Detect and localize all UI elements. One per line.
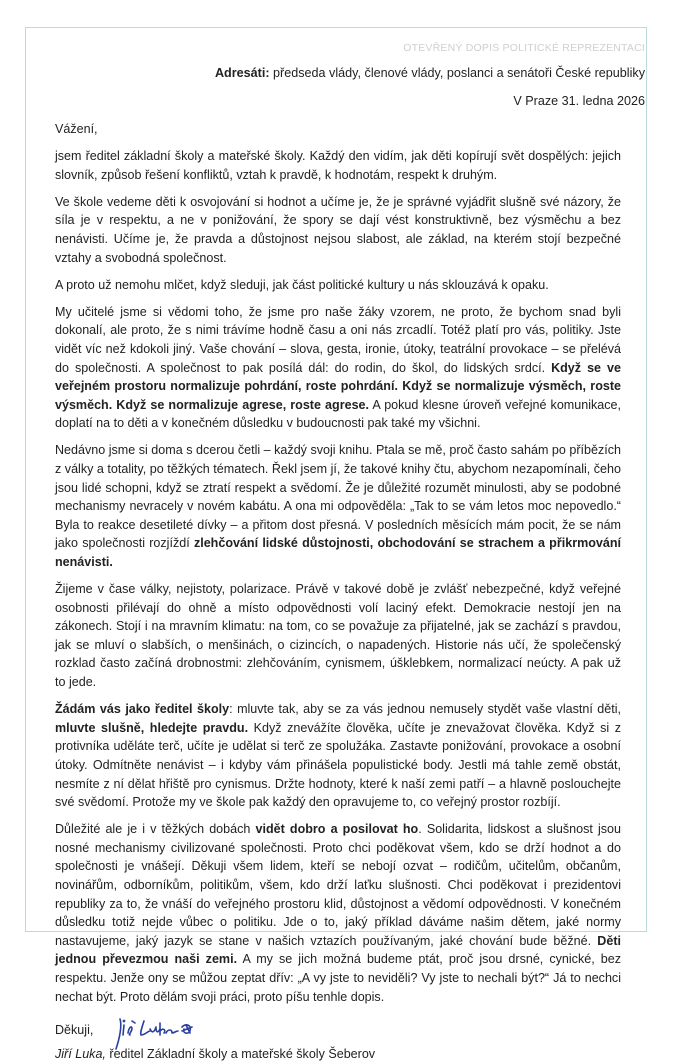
- paragraph-4-text: My učitelé jsme si vědomi toho, že jsme pro naše žáky vzorem, ne proto, že bychom snad byli dokonalí, ale proto, že s nimi trávíme hodně času a oni nás zrcadlí. Totéž platí pro vás, politiky. Jste vidět víc než kdokoli jiný. Vaše chování – slova, gesta, ironie, útoky, teatrální provokace – se přelévá do společnosti. A společnost to pak posílá dál: do rodin, do škol, do lidských srdcí.: [55, 304, 621, 375]
- paragraph-7-text: : mluvte tak, aby se za vás jednou nemusely stydět vaše vlastní děti,: [229, 702, 621, 717]
- addressees-label: Adresáti:: [214, 66, 270, 80]
- signoff: Děkuji,: [55, 1022, 94, 1037]
- handwritten-signature-icon: [110, 1011, 200, 1051]
- paragraph-5-text: Nedávno jsme si doma s dcerou četli – každý svoji knihu. Ptala se mě, proč často sahám po příbězích z války a totality, po těžkých tématech. Řekl jsem jí, že takové knihy čtu, abychom nezapomínali, čeho jsou lidé schopni, když se ztratí respekt a svědomí. Že je důležité rozumět minulosti, aby se podobné mechanismy nevracely v novém kabátu. A ona mi odpověděla: „Tak to se vám letos moc nepovedlo.“ Byla to reakce desetileté dívky – a přitom dost přesná. V posledních měsících mám pocit, že se nám jako společnosti rozjíždí: [55, 443, 621, 551]
- paragraph-4: [55, 303, 621, 433]
- letter-body: [55, 120, 621, 1063]
- addressees-line: [215, 66, 645, 80]
- addressees-text: předseda vlády, členové vlády, poslanci a senátoři České republiky: [269, 66, 645, 80]
- paragraph-6: Žijeme v čase války, nejistoty, polarizace. Právě v takové době je zvlášť nebezpečné, když veřejné osobnosti přilévají do ohně a místo odpovědnosti volí laciný efekt. Demokracie nestojí jen na zákonech. Stojí i na mravním klimatu: na tom, co se považuje za přijatelné, jak se zachází s pravdou, jak se mluví o slabších, o menšinách, o cizincích, o napadených. Historie nás učí, že společenský rozklad často začíná drobnostmi: zlehčováním, cynismem, úšklebkem, normalizací neúcty. A pak už to jede.: [55, 582, 621, 690]
- paragraph-7-text-end: Když znevážíte člověka, učíte je znevažovat člověka. Když si z protivníka uděláte terč, učíte je udělat si terč ze spolužáka. Zastavte ponižování, provokace a osobní útoky. Odmítněte nenávist – i kdyby vám přinášela populistické body. Jestli má tahle země obstát, nesmíte z ní dělat hřiště pro cynismus. Držte hodnoty, které k naší zemi patří – a hlavně poslouchejte své svědomí. Protože my ve škole pak každý den opravujeme to, co veřejný prostor rozbíjí.: [55, 720, 621, 810]
- salutation: Vážení,: [55, 122, 98, 136]
- paragraph-8-text-end: A my se jich možná budeme ptát, proč jsou drsné, cynické, bez respektu. Jenže ony se můžou zeptat dřív: „A vy jste to neviděli? Vy jste to nechali být?“ Já to nechci nechat být. Proto dělám svoji práci, proto píšu tenhle dopis.: [55, 952, 621, 1004]
- paragraph-4-text-end: A pokud klesne úroveň veřejné komunikace, doplatí na to děti a v konečném důsledku v budoucnosti pak také my všichni.: [55, 397, 621, 431]
- paragraph-1: jsem ředitel základní školy a mateřské školy. Každý den vidím, jak děti kopírují svět dospělých: jejich slovník, způsob řešení konfliktů, vztah k pravdě, k hodnotám, respekt k druhým.: [55, 149, 621, 182]
- document-header-label: OTEVŘENÝ DOPIS POLITICKÉ REPREZENTACI: [403, 42, 645, 54]
- letter-date: V Praze 31. ledna 2026: [513, 94, 645, 108]
- paragraph-8-text-mid: . Solidarita, lidskost a slušnost jsou nosné mechanismy civilizované společnosti. Proto chci poděkovat všem, kdo se drží hodnot a do společnosti je vnášejí. Děkuji všem lidem, kteří se nebojí ozvat – rodičům, učitelům, občanům, novinářům, odborníkům, politikům, všem, kdo drží laťku slušnosti. Chci poděkovat i prezidentovi republiky za to, že vnáší do veřejného prostoru klid, důstojnost a vědomí odpovědnosti. V konečném důsledku totiž nejde vůbec o politiku. Jde o to, jaký příklad dáváme našim dětem, jaké normy nastavujeme, jaký jazyk se stane v našich vztazích používaným, jaké chování bude běžné.: [55, 822, 621, 948]
- paragraph-4-emphasis: Když se ve veřejném prostoru normalizuje pohrdání, roste pohrdání. Když se normalizuje výsměch, roste výsměch. Když se normalizuje agrese, roste agrese.: [55, 360, 621, 412]
- paragraph-8-text: Důležité ale je i v těžkých dobách: [55, 822, 256, 837]
- paragraph-7-emphasis-2: mluvte slušně, hledejte pravdu.: [55, 720, 249, 735]
- paragraph-2: Ve škole vedeme děti k osvojování si hodnot a učíme je, že je správné vyjádřit slušně své názory, že síla je v respektu, a ne v ponižování, že spory se dají vést konstruktivně, bez výsměchu a bez nenávisti. Učíme je, že pravda a důstojnost nejsou slabost, ale základ, na kterém stojí bezpečné vztahy a svobodná společnost.: [55, 194, 621, 265]
- paragraph-3: A proto už nemohu mlčet, když sleduji, jak část politické kultury u nás sklouzává k opaku.: [55, 277, 549, 292]
- paragraph-8-emphasis: vidět dobro a posilovat ho: [255, 822, 419, 837]
- paragraph-8: [55, 820, 621, 1006]
- signer-name: Jiří Luka,: [55, 1046, 106, 1061]
- signoff-block: [55, 1015, 621, 1045]
- paragraph-7: [55, 700, 621, 812]
- paragraph-5: [55, 441, 621, 571]
- paragraph-5-emphasis: zlehčování lidské důstojnosti, obchodování se strachem a přikrmování nenávisti.: [55, 536, 622, 569]
- paragraph-7-emphasis: Žádám vás jako ředitel školy: [55, 702, 230, 717]
- paragraph-8-emphasis-2: Děti jednou převezmou naši zemi.: [55, 933, 621, 967]
- signer-title: ředitel Základní školy a mateřské školy Šeberov: [105, 1046, 376, 1061]
